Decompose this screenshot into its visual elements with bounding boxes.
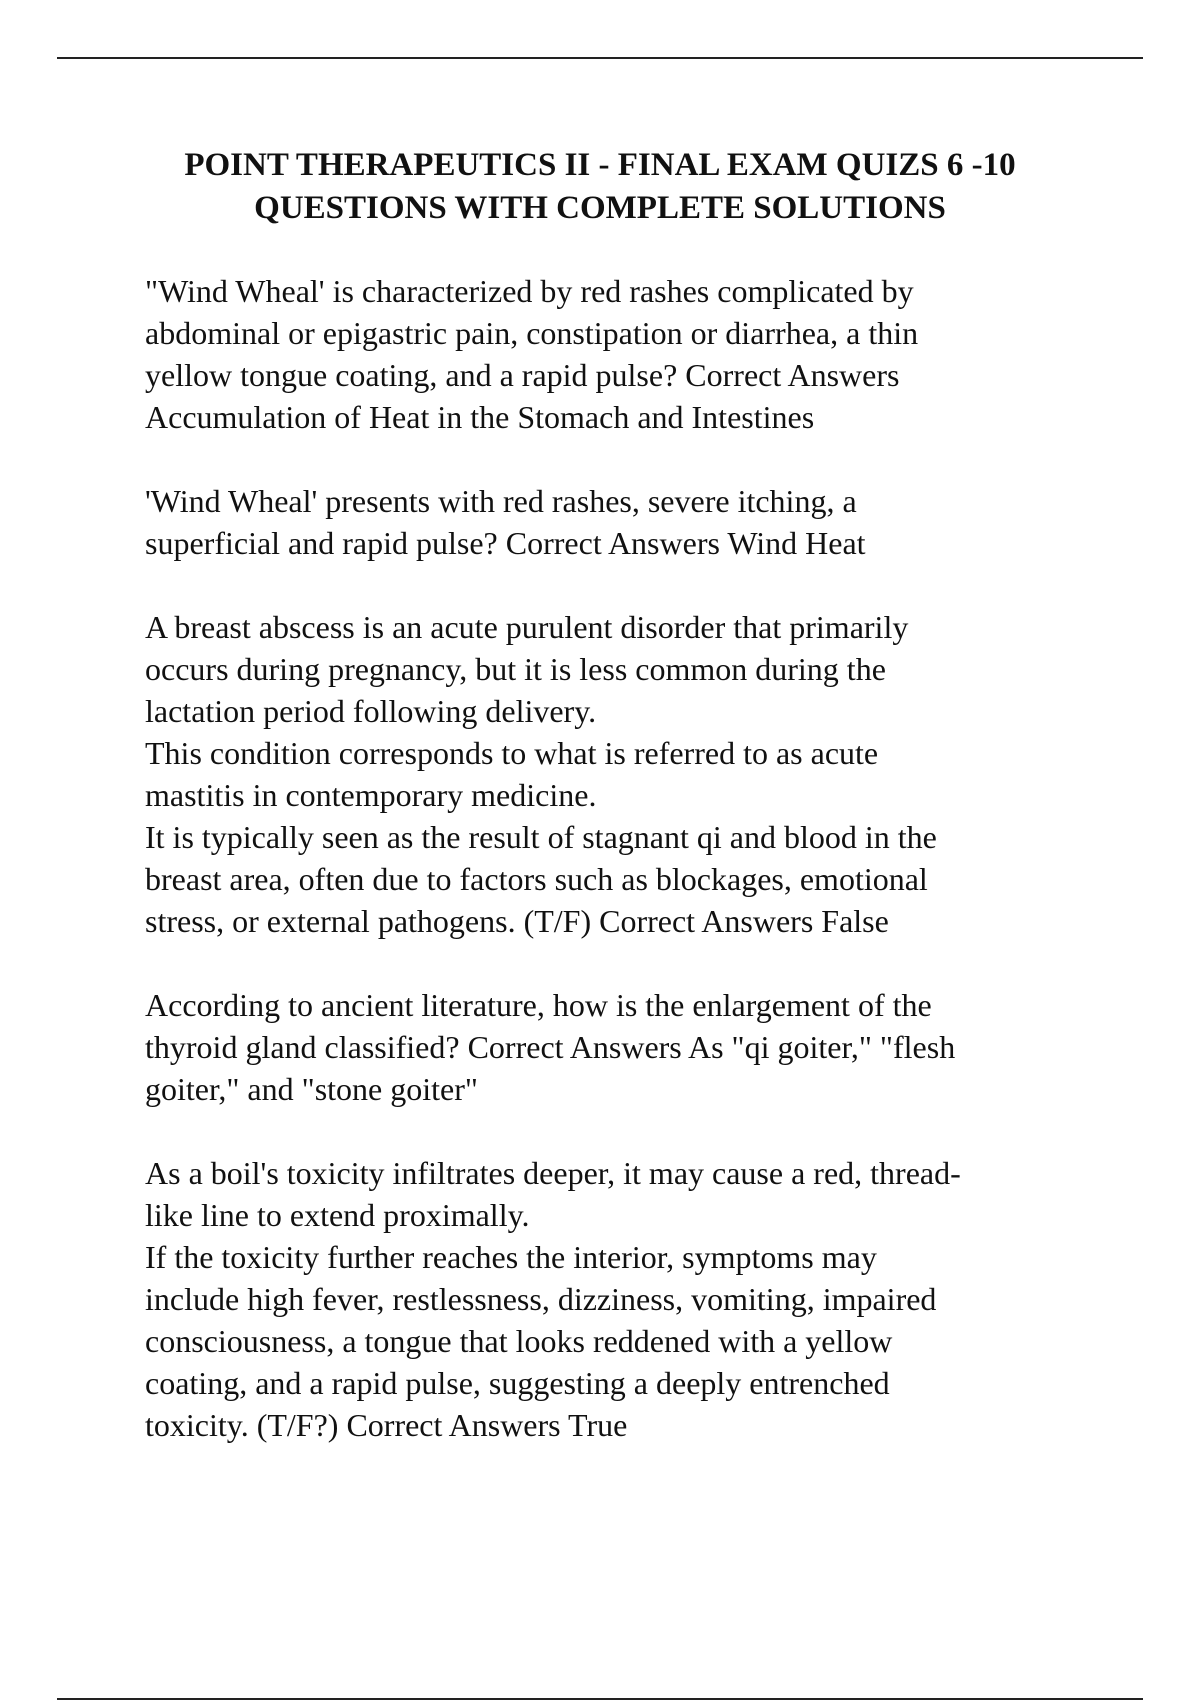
text-line: A breast abscess is an acute purulent disorder that primarily <box>145 609 909 645</box>
text-line: yellow tongue coating, and a rapid pulse? Correct Answers <box>145 357 900 393</box>
text-line: This condition corresponds to what is referred to as acute <box>145 735 879 771</box>
qa-entry-4 <box>145 984 1155 1110</box>
document-body <box>145 270 1155 1488</box>
text-line: lactation period following delivery. <box>145 693 597 729</box>
qa-entry-5 <box>145 1152 1155 1446</box>
text-line: Accumulation of Heat in the Stomach and Intestines <box>145 399 815 435</box>
text-line: goiter," and "stone goiter" <box>145 1071 478 1107</box>
title-line-2: QUESTIONS WITH COMPLETE SOLUTIONS <box>254 190 946 226</box>
text-line: superficial and rapid pulse? Correct Answers Wind Heat <box>145 525 866 561</box>
text-line: "Wind Wheal' is characterized by red rashes complicated by <box>145 273 914 309</box>
text-line: include high fever, restlessness, dizziness, vomiting, impaired <box>145 1281 937 1317</box>
text-line: breast area, often due to factors such as blockages, emotional <box>145 861 928 897</box>
text-line: 'Wind Wheal' presents with red rashes, severe itching, a <box>145 483 857 519</box>
qa-entry-2 <box>145 480 1155 564</box>
header-rule <box>57 57 1143 59</box>
text-line: abdominal or epigastric pain, constipation or diarrhea, a thin <box>145 315 919 351</box>
text-line: According to ancient literature, how is the enlargement of the <box>145 987 932 1023</box>
document-title <box>60 144 1140 230</box>
text-line: It is typically seen as the result of stagnant qi and blood in the <box>145 819 937 855</box>
text-line: mastitis in contemporary medicine. <box>145 777 597 813</box>
text-line: As a boil's toxicity infiltrates deeper, it may cause a red, thread- <box>145 1155 961 1191</box>
text-line: like line to extend proximally. <box>145 1197 530 1233</box>
title-line-1: POINT THERAPEUTICS II - FINAL EXAM QUIZS 6 -10 <box>184 147 1016 183</box>
qa-entry-1 <box>145 270 1155 438</box>
text-line: consciousness, a tongue that looks reddened with a yellow <box>145 1323 893 1359</box>
text-line: occurs during pregnancy, but it is less common during the <box>145 651 886 687</box>
text-line: thyroid gland classified? Correct Answers As "qi goiter," "flesh <box>145 1029 956 1065</box>
text-line: coating, and a rapid pulse, suggesting a deeply entrenched <box>145 1365 890 1401</box>
qa-entry-3 <box>145 606 1155 942</box>
text-line: If the toxicity further reaches the interior, symptoms may <box>145 1239 877 1275</box>
text-line: stress, or external pathogens. (T/F) Correct Answers False <box>145 903 889 939</box>
text-line: toxicity. (T/F?) Correct Answers True <box>145 1407 628 1443</box>
